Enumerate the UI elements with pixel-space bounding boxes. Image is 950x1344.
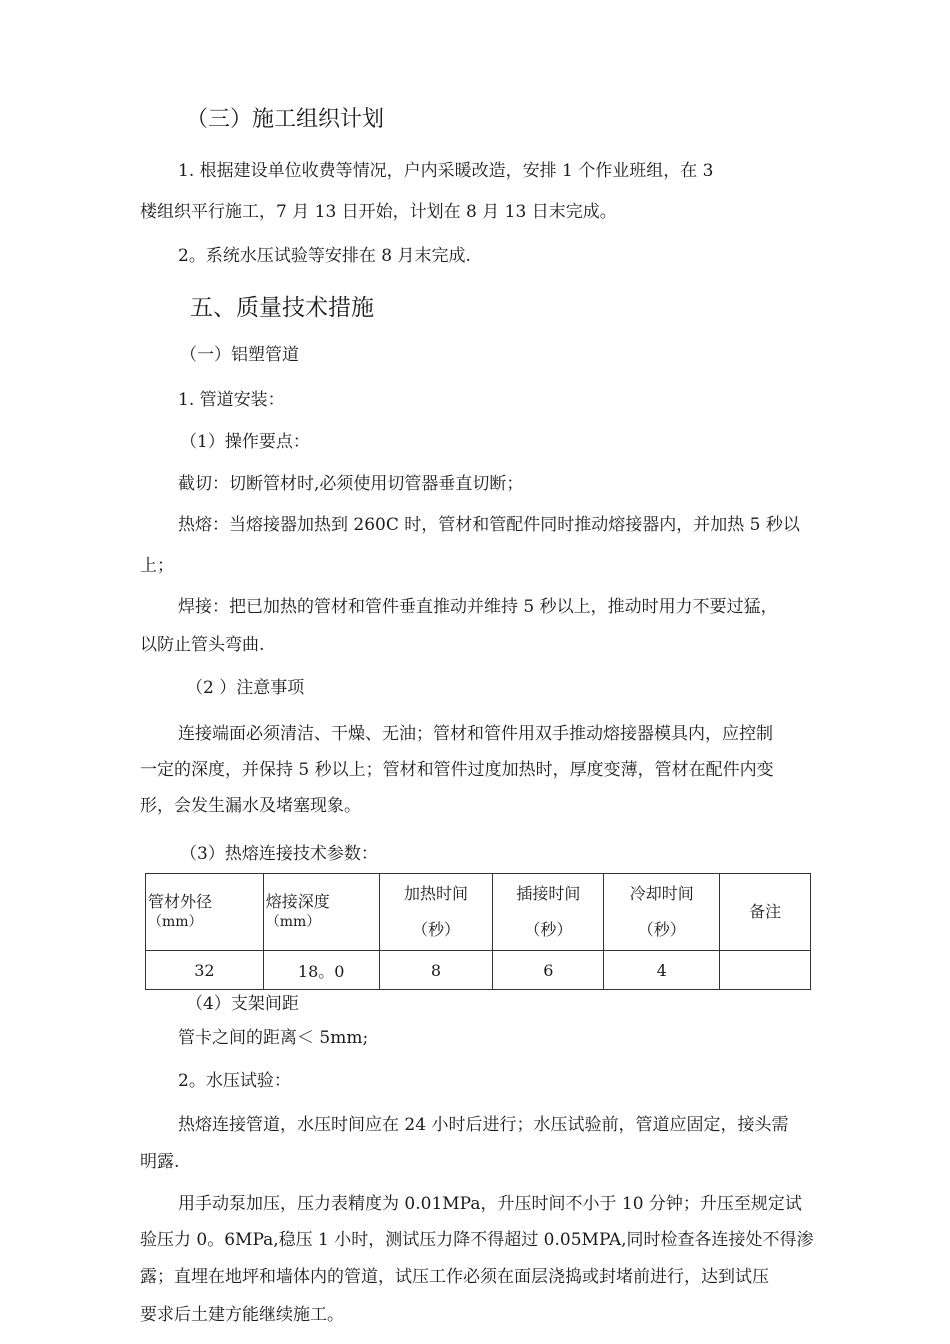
paragraph-line: 焊接：把已加热的管材和管件垂直推动并维持 5 秒以上，推动时用力不要过猛， — [178, 597, 778, 617]
header-unit: （秒） — [637, 920, 686, 939]
paragraph-line: 热熔：当熔接器加热到 260C 时，管材和管配件同时推动熔接器内，并加热 5 秒以 — [178, 515, 800, 535]
paragraph-line: 2。系统水压试验等安排在 8 月末完成. — [178, 246, 471, 266]
paragraph-line: 明露. — [140, 1152, 180, 1172]
table-cell: 6 — [493, 951, 604, 990]
chapter-title: 五、质量技术措施 — [190, 295, 374, 321]
paragraph-line: 热熔连接管道，水压时间应在 24 小时后进行；水压试验前，管道应固定，接头需 — [178, 1115, 789, 1135]
table-cell: 18。0 — [263, 951, 379, 990]
paragraph-line: 用手动泵加压，压力表精度为 0.01MPa，升压时间不小于 10 分钟；升压至规定试 — [178, 1194, 802, 1214]
header-label: 加热时间 — [404, 884, 469, 903]
header-insert-time — [493, 874, 604, 951]
item-heading: 2。水压试验： — [178, 1071, 291, 1091]
section-title: （三）施工组织计划 — [186, 107, 385, 132]
item-heading: （2 ）注意事项 — [186, 678, 305, 698]
header-cool-time — [604, 874, 720, 951]
table-cell: 4 — [604, 951, 720, 990]
header-unit: （秒） — [412, 920, 461, 939]
paragraph-line: 以防止管头弯曲. — [140, 635, 265, 655]
paragraph-line: 上； — [140, 556, 174, 576]
header-heat-time — [379, 874, 493, 951]
paragraph-line: 要求后土建方能继续施工。 — [140, 1305, 344, 1325]
item-heading: （3）热熔连接技术参数： — [180, 844, 378, 864]
table-row — [146, 951, 811, 990]
paragraph-line: 露；直埋在地坪和墙体内的管道，试压工作必须在面层浇捣或封堵前进行，达到试压 — [140, 1267, 769, 1287]
item-heading: 1. 管道安装： — [178, 390, 285, 410]
header-weld-depth — [263, 874, 379, 951]
header-unit: （mm） — [148, 914, 203, 930]
paragraph-line: 管卡之间的距离＜ 5mm; — [178, 1028, 369, 1048]
paragraph-line: 截切：切断管材时,必须使用切管器垂直切断； — [178, 474, 524, 494]
paragraph-line: 连接端面必须清洁、干燥、无油；管材和管件用双手推动熔接器模具内，应控制 — [178, 724, 773, 744]
header-unit: （秒） — [524, 920, 573, 939]
header-label: 管材外径 — [148, 892, 213, 911]
params-table — [145, 873, 811, 990]
paragraph-line: 1. 根据建设单位收费等情况，户内采暖改造，安排 1 个作业班组，在 3 — [178, 161, 714, 181]
header-outer-diameter — [146, 874, 264, 951]
table-header-row — [146, 874, 811, 951]
header-label: 备注 — [749, 902, 782, 921]
table-cell: 32 — [146, 951, 264, 990]
header-label: 熔接深度 — [265, 892, 330, 911]
paragraph-line: 形，会发生漏水及堵塞现象。 — [140, 796, 361, 816]
paragraph-line: 楼组织平行施工，7 月 13 日开始，计划在 8 月 13 日末完成。 — [140, 202, 617, 222]
paragraph-line: 验压力 0。6MPa,稳压 1 小时，测试压力降不得超过 0.05MPA,同时检查各连接处不得渗 — [140, 1230, 814, 1250]
table-cell: 8 — [379, 951, 493, 990]
header-label: 插接时间 — [516, 884, 581, 903]
subsection-title: （一）铝塑管道 — [180, 345, 299, 365]
header-remarks — [720, 874, 811, 951]
table-cell — [720, 951, 811, 990]
paragraph-line: 一定的深度，并保持 5 秒以上；管材和管件过度加热时，厚度变薄，管材在配件内变 — [140, 760, 774, 780]
header-unit: （mm） — [265, 914, 321, 930]
header-label: 冷却时间 — [629, 884, 694, 903]
item-heading: （4）支架间距 — [186, 994, 299, 1014]
item-heading: （1）操作要点： — [180, 432, 310, 452]
